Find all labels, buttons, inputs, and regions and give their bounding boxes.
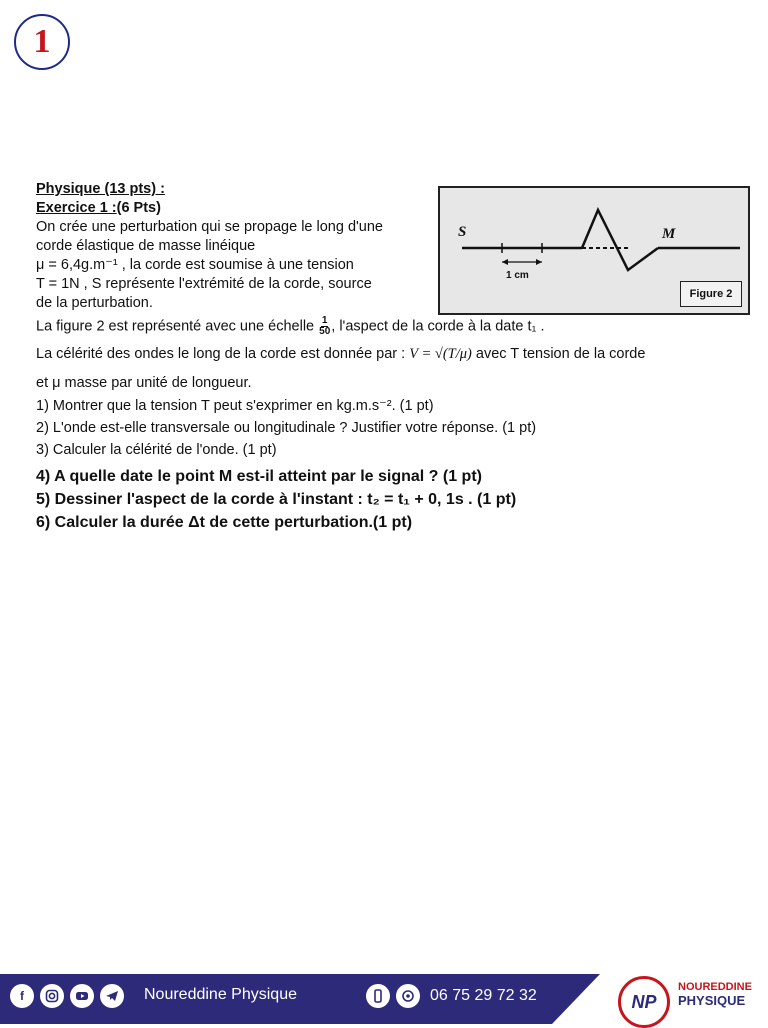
section-title: Physique (13 pts) : [36, 181, 165, 197]
questions-list [36, 395, 726, 534]
facebook-icon[interactable]: f [10, 984, 34, 1008]
celerity-text-before: La célérité des ondes le long de la corde est donnée par : [36, 346, 406, 362]
intro-line: On crée une perturbation qui se propage le long d'une [36, 219, 383, 235]
scale-text-before: La figure 2 est représenté avec une échelle [36, 318, 315, 335]
instagram-icon[interactable] [40, 984, 64, 1008]
wave-pulse [582, 210, 658, 270]
label-s: S [458, 224, 467, 240]
brand-name: Noureddine Physique [144, 986, 297, 1003]
scale-label: 1 cm [506, 270, 529, 281]
phone-number: 06 75 29 72 32 [430, 987, 537, 1004]
scale-text-after: , l'aspect de la corde à la date t₁ . [331, 318, 545, 335]
exercise-title: Exercice 1 : [36, 200, 117, 216]
social-links [10, 984, 124, 1008]
celerity-text-after: avec T tension de la corde [475, 346, 646, 362]
intro-column [36, 180, 428, 313]
brand-logo [608, 970, 768, 1024]
question-item: 5) Dessiner l'aspect de la corde à l'instant : t₂ = t₁ + 0, 1s . (1 pt) [36, 491, 517, 508]
question-item: 1) Montrer que la tension T peut s'exprimer en kg.m.s⁻². (1 pt) [36, 398, 434, 414]
scale-fraction [319, 316, 330, 337]
question-item: 2) L'onde est-elle transversale ou longitudinale ? Justifier votre réponse. (1 pt) [36, 420, 537, 436]
question-item: 6) Calculer la durée Δt de cette perturbation.(1 pt) [36, 514, 413, 531]
contact-phone [366, 984, 537, 1008]
exercise-points: (6 Pts) [116, 200, 161, 216]
question-item: 3) Calculer la célérité de l'onde. (1 pt) [36, 442, 277, 458]
page-number-badge [14, 14, 70, 70]
youtube-icon[interactable] [70, 984, 94, 1008]
logo-mark: NP [618, 976, 670, 1028]
intro-line: μ = 6,4g.m⁻¹ , la corde est soumise à une tension [36, 257, 354, 273]
page-number: 1 [33, 23, 51, 60]
logo-line-2: PHYSIQUE [678, 993, 746, 1008]
celerity-sentence [36, 345, 726, 364]
scale-arrow-head-right [536, 259, 542, 265]
celerity-formula: V = √(T/μ) [409, 346, 472, 362]
intro-line: corde élastique de masse linéique [36, 238, 256, 254]
logo-text [678, 980, 752, 1008]
scale-sentence [36, 316, 726, 337]
footer [0, 970, 768, 1024]
label-m: M [662, 226, 676, 242]
whatsapp-icon[interactable] [396, 984, 420, 1008]
figure-caption-text: Figure 2 [689, 288, 733, 300]
mu-definition: et μ masse par unité de longueur. [36, 375, 252, 391]
mobile-phone-icon[interactable] [366, 984, 390, 1008]
intro-line: de la perturbation. [36, 295, 153, 311]
scale-denominator: 50 [319, 326, 331, 337]
intro-line: T = 1N , S représente l'extrémité de la corde, source [36, 276, 372, 292]
figure-caption [680, 281, 742, 307]
rope-figure [438, 186, 750, 315]
logo-line-1: NOUREDDINE [678, 981, 752, 993]
telegram-icon[interactable] [100, 984, 124, 1008]
scale-arrow-head-left [502, 259, 508, 265]
question-item: 4) A quelle date le point M est-il atteint par le signal ? (1 pt) [36, 468, 482, 485]
scale-numerator: 1 [321, 315, 328, 326]
